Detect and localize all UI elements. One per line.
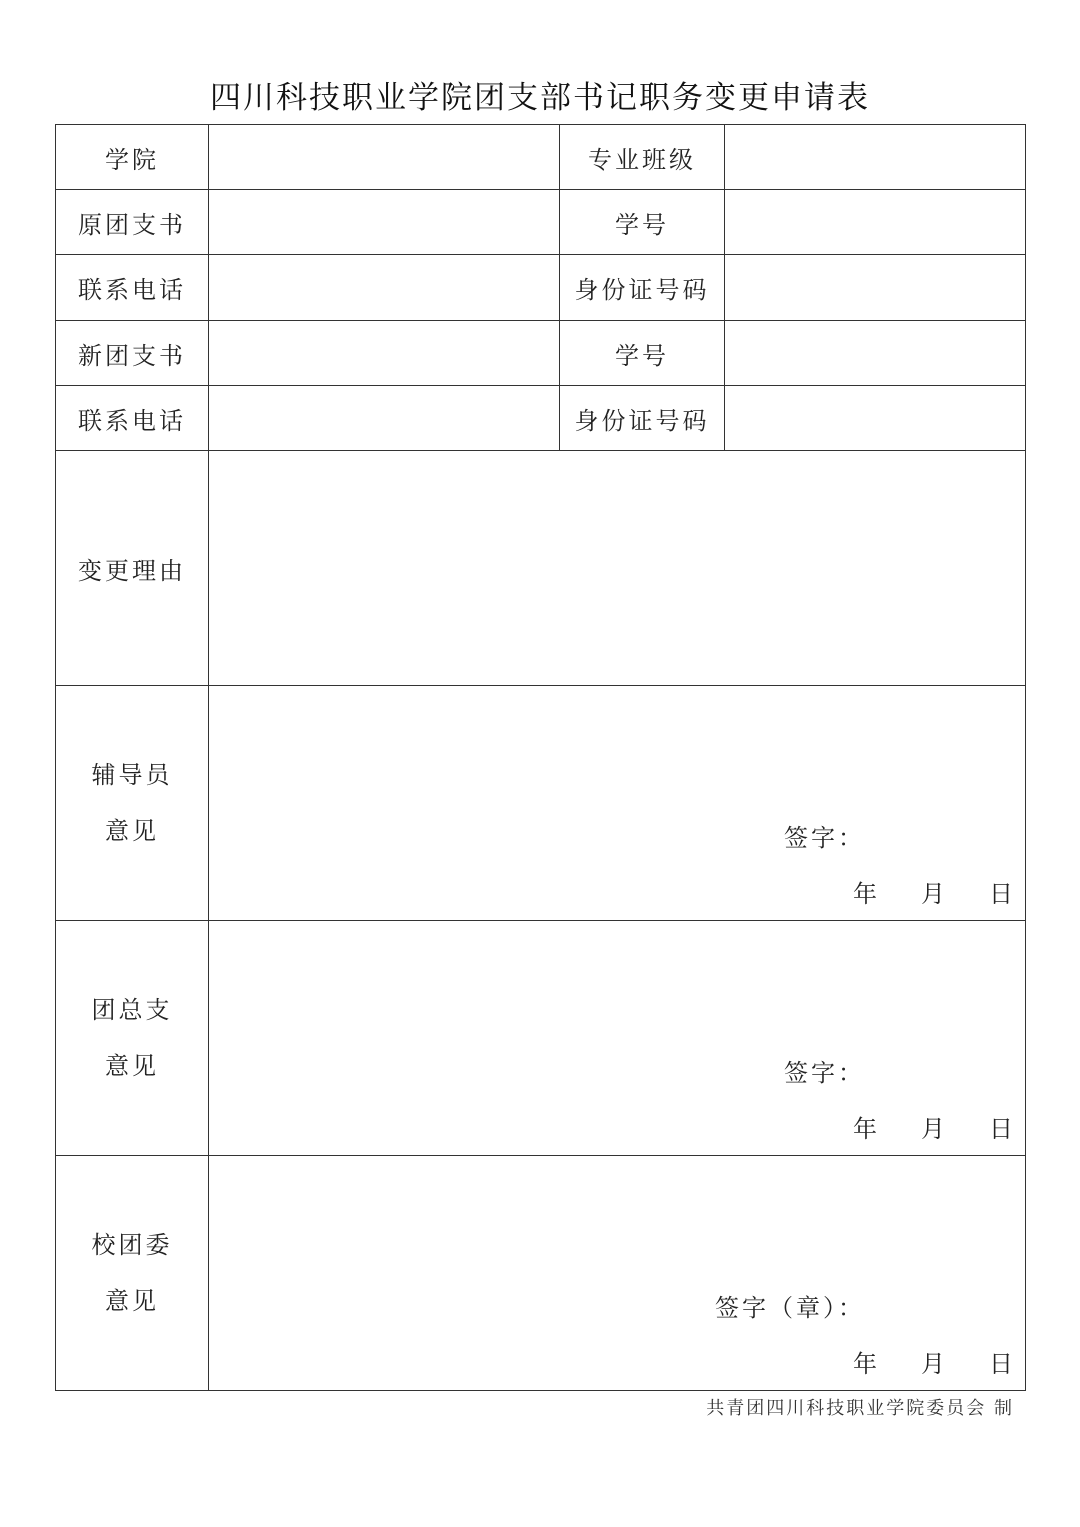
date-month-label: 月 — [921, 880, 945, 908]
major-class-field[interactable] — [725, 125, 1026, 190]
new-secretary-label: 新团支书 — [56, 321, 209, 386]
branch-opinion-label — [56, 921, 209, 1156]
branch-label-line2: 意见 — [105, 1052, 159, 1080]
new-id-card-label: 身份证号码 — [560, 386, 725, 451]
row-new-phone — [56, 386, 1026, 451]
new-secretary-field[interactable] — [209, 321, 560, 386]
school-signature-label: 签字（章）： — [715, 1294, 865, 1322]
counselor-signature-label: 签字： — [784, 824, 865, 852]
new-phone-label: 联系电话 — [56, 386, 209, 451]
old-student-id-label: 学号 — [560, 190, 725, 255]
branch-opinion-field[interactable] — [209, 921, 1026, 1156]
old-phone-field[interactable] — [209, 255, 560, 321]
school-label-line2: 意见 — [105, 1287, 159, 1315]
form-title: 四川科技职业学院团支部书记职务变更申请表 — [210, 80, 870, 116]
school-opinion-field[interactable] — [209, 1156, 1026, 1391]
date-month-label: 月 — [921, 1115, 945, 1143]
school-label-line1: 校团委 — [91, 1231, 173, 1259]
counselor-opinion-field[interactable] — [209, 686, 1026, 921]
date-year-label: 年 — [853, 1350, 877, 1378]
new-id-card-field[interactable] — [725, 386, 1026, 451]
issuer-footer: 共青团四川科技职业学院委员会 制 — [706, 1398, 1014, 1419]
school-opinion-label — [56, 1156, 209, 1391]
old-student-id-field[interactable] — [725, 190, 1026, 255]
new-student-id-field[interactable] — [725, 321, 1026, 386]
branch-label-line1: 团总支 — [91, 996, 173, 1024]
school-date — [853, 1344, 1013, 1379]
row-new-secretary — [56, 321, 1026, 386]
row-old-phone — [56, 255, 1026, 321]
date-day-label: 日 — [989, 880, 1013, 908]
date-year-label: 年 — [853, 880, 877, 908]
major-class-label: 专业班级 — [560, 125, 725, 190]
old-secretary-label: 原团支书 — [56, 190, 209, 255]
old-phone-label: 联系电话 — [56, 255, 209, 321]
old-secretary-field[interactable] — [209, 190, 560, 255]
date-day-label: 日 — [989, 1115, 1013, 1143]
date-day-label: 日 — [989, 1350, 1013, 1378]
date-month-label: 月 — [921, 1350, 945, 1378]
counselor-date — [853, 874, 1013, 909]
new-student-id-label: 学号 — [560, 321, 725, 386]
college-field[interactable] — [209, 125, 560, 190]
counselor-label-line2: 意见 — [105, 817, 159, 845]
reason-field[interactable] — [209, 451, 1026, 686]
row-counselor-opinion — [56, 686, 1026, 921]
old-id-card-field[interactable] — [725, 255, 1026, 321]
college-label: 学院 — [56, 125, 209, 190]
branch-signature-label: 签字： — [784, 1059, 865, 1087]
counselor-opinion-label — [56, 686, 209, 921]
old-id-card-label: 身份证号码 — [560, 255, 725, 321]
new-phone-field[interactable] — [209, 386, 560, 451]
date-year-label: 年 — [853, 1115, 877, 1143]
branch-date — [853, 1109, 1013, 1144]
row-branch-opinion — [56, 921, 1026, 1156]
counselor-label-line1: 辅导员 — [91, 761, 173, 789]
row-old-secretary — [56, 190, 1026, 255]
reason-label: 变更理由 — [56, 451, 209, 686]
row-reason — [56, 451, 1026, 686]
row-school-opinion — [56, 1156, 1026, 1391]
row-college — [56, 125, 1026, 190]
application-form-table — [55, 124, 1026, 1391]
